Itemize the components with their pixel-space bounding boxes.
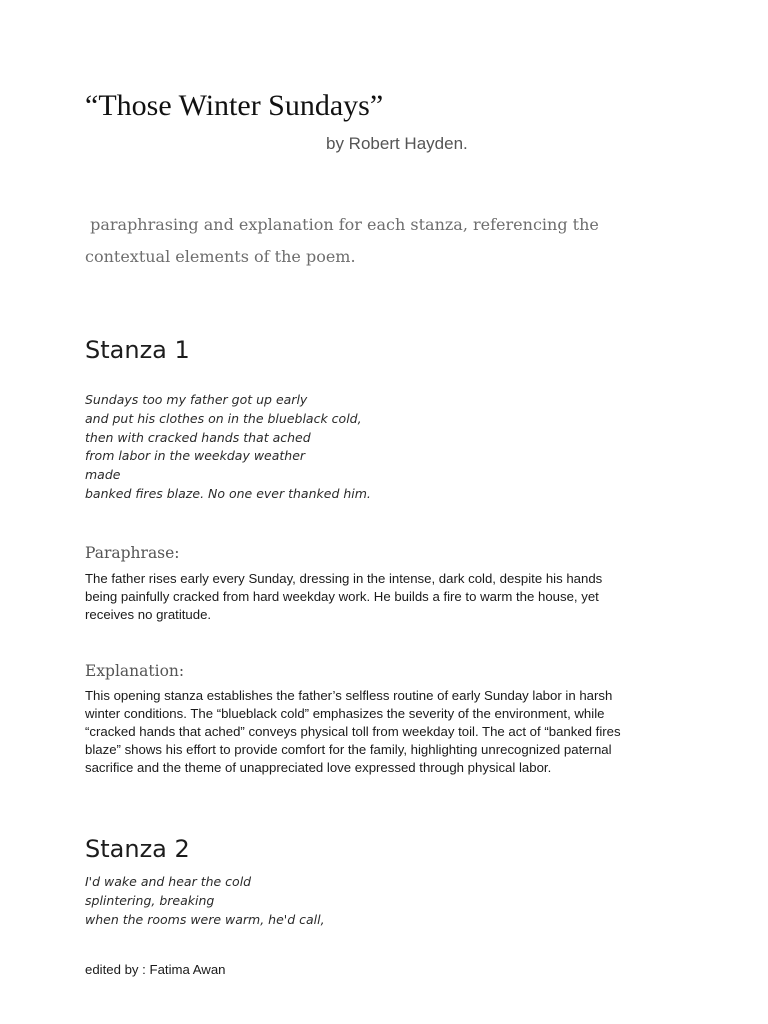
verse-line: when the rooms were warm, he'd call,	[85, 911, 325, 927]
author-byline: by Robert Hayden.	[326, 134, 468, 153]
explanation-heading: Explanation:	[85, 662, 185, 680]
stanza-2-heading: Stanza 2	[85, 835, 190, 863]
verse-line: then with cracked hands that ached	[85, 429, 311, 445]
intro-text: paraphrasing and explanation for each stanza, referencing the contextual elements of the poem.	[85, 215, 604, 266]
verse-line: I'd wake and hear the cold	[85, 874, 252, 889]
stanza-1-heading: Stanza 1	[85, 336, 190, 364]
paraphrase-text: The father rises early every Sunday, dressing in the intense, dark cold, despite his hands being painfully cracked from hard weekday work. He builds a fire to warm the house, yet receives no gratitude.	[85, 571, 603, 622]
verse-line: and put his clothes on in the blueblack cold,	[85, 410, 362, 426]
editor-credit: edited by : Fatima Awan	[85, 962, 226, 977]
verse-line: from labor in the weekday weather	[85, 448, 306, 464]
verse-line: banked fires blaze. No one ever thanked him.	[85, 485, 371, 501]
stanza-1-verse	[85, 391, 371, 504]
explanation-text: This opening stanza establishes the father’s selfless routine of early Sunday labor in harsh winter conditions. The “blueblack cold” emphasizes the severity of the environment, while “cracked hands that ached” conveys physical toll from weekday toil. The act of “banked fires blaze” shows his effort to provide comfort for the family, highlighting unrecognized paternal sacrifice and the theme of unappreciated love expressed through physical labor.	[85, 688, 621, 775]
paraphrase-heading: Paraphrase:	[85, 544, 180, 562]
stanza-2-verse	[85, 873, 325, 929]
poem-title: “Those Winter Sundays”	[85, 89, 384, 122]
verse-line: Sundays too my father got up early	[85, 392, 308, 407]
verse-line: made	[85, 467, 121, 483]
verse-line: splintering, breaking	[85, 892, 215, 908]
